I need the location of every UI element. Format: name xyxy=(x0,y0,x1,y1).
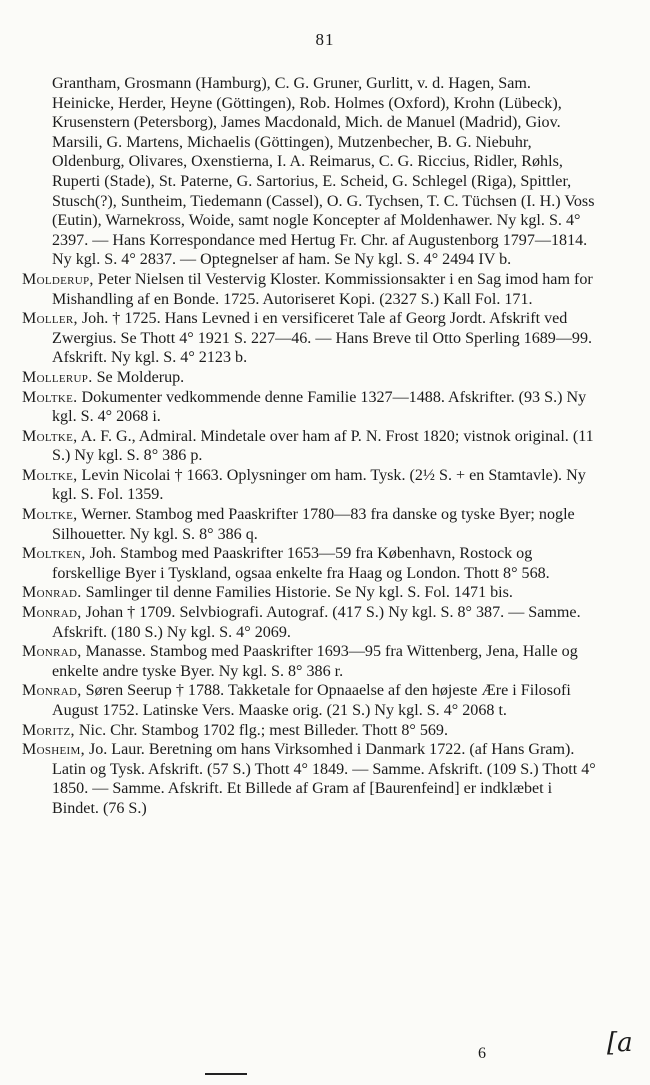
entry-text: A. F. G., Admiral. Mindetale over ham af P. N. Frost 1820; vistnok original. (11 S.) Ny kgl. S. 8° 386 p. xyxy=(52,427,594,465)
margin-note: [a xyxy=(607,1028,633,1058)
entry-head: Monrad, xyxy=(22,682,82,700)
entry-head: Monrad, xyxy=(22,604,82,622)
list-item xyxy=(22,270,596,309)
entry-text: Joh. Stambog med Paaskrifter 1653—59 fra København, Rostock og forskellige Byer i Tyskland, ogsaa enkelte fra Haag og London. Thott 8° 568. xyxy=(52,545,550,582)
entry-text: Johan † 1709. Selvbiografi. Autograf. (417 S.) Ny kgl. S. 8° 387. — Samme. Afskrift. (180 S.) Ny kgl. S. 4° 2069. xyxy=(52,604,581,641)
entry-text: Werner. Stambog med Paaskrifter 1780—83 fra danske og tyske Byer; nogle Silhouetter. Ny kgl. S. 8° 386 q. xyxy=(52,506,575,543)
list-item xyxy=(22,642,596,681)
list-item xyxy=(22,721,596,741)
entry-head: Moritz, xyxy=(22,721,75,739)
entry-text: Manasse. Stambog med Paaskrifter 1693—95 fra Wittenberg, Jena, Halle og enkelte andre tyske Byer. Ny kgl. S. 8° 386 r. xyxy=(52,643,578,680)
entry-head: Monrad, xyxy=(22,643,82,661)
entry-head: Mosheim, xyxy=(22,741,85,759)
list-item xyxy=(22,427,596,466)
list-item xyxy=(22,740,596,818)
entry-text: Levin Nicolai † 1663. Oplysninger om ham. Tysk. (2½ S. + en Stamtavle). Ny kgl. S. Fol. 1359. xyxy=(52,466,586,504)
entry-text: Nic. Chr. Stambog 1702 flg.; mest Billeder. Thott 8° 569. xyxy=(78,721,448,739)
list-item xyxy=(22,603,596,642)
entry-text: Jo. Laur. Beretning om hans Virksomhed i Danmark 1722. (af Hans Gram). Latin og Tysk. Afskrift. (57 S.) Thott 4° 1849. — Samme. Afskrift. (109 S.) Thott 4° 1850. — Samme. Afskrift. Et Billede af Gram af [Baurenfeind] er indklæbet i Bindet. (76 S.) xyxy=(52,741,596,817)
entry-head: Moltke. xyxy=(22,388,78,406)
entry-head: Molderup, xyxy=(22,270,94,288)
entry-text: Samlinger til denne Families Historie. Se Ny kgl. S. Fol. 1471 bis. xyxy=(85,584,513,602)
entry-head: Moltke, xyxy=(22,466,78,484)
list-item xyxy=(22,583,596,603)
underline-mark xyxy=(205,1073,247,1075)
list-item xyxy=(22,681,596,720)
entry-head: Monrad. xyxy=(22,584,82,602)
entry-text: Se Molderup. xyxy=(96,368,185,386)
page-number: 81 xyxy=(315,30,335,49)
list-item xyxy=(22,466,596,505)
signature-number: 6 xyxy=(478,1045,486,1062)
entry-text: Dokumenter vedkommende denne Familie 1327—1488. Afskrifter. (93 S.) Ny kgl. S. 4° 2068 i. xyxy=(52,388,587,426)
list-item xyxy=(22,544,596,583)
entry-head: Moltke, xyxy=(22,427,78,445)
entry-head: Moltken, xyxy=(22,545,86,563)
entry-text: Søren Seerup † 1788. Takketale for Opnaaelse af den højeste Ære i Filosofi August 1752. Latinske Vers. Maaske orig. (21 S.) Ny kgl. S. 4° 2068 t. xyxy=(52,682,571,719)
entry-head: Moltke, xyxy=(22,506,78,524)
entry-head: Mollerup. xyxy=(22,368,93,386)
entry-text: Joh. † 1725. Hans Levned i en versificeret Tale af Georg Jordt. Afskrift ved Zwergius. Se Thott 4° 1921 S. 227—46. — Hans Breve til Otto Sperling 1689—99. Afskrift. Ny kgl. S. 4° 2123 b. xyxy=(52,310,593,367)
entry-head: Moller, xyxy=(22,310,78,328)
entry-text: Peter Nielsen til Vestervig Kloster. Kommissionsakter i en Sag imod ham for Mishandling af en Bonde. 1725. Autoriseret Kopi. (2327 S.) Kall Fol. 171. xyxy=(52,270,593,308)
index-entries xyxy=(22,74,596,819)
list-item xyxy=(22,368,596,388)
list-item xyxy=(22,388,596,427)
list-item xyxy=(22,309,596,368)
entry-text: Grantham, Grosmann (Hamburg), C. G. Gruner, Gurlitt, v. d. Hagen, Sam. Heinicke, Herder, Heyne (Göttingen), Rob. Holmes (Oxford), Krohn (Lübeck), Krusenstern (Petersborg), James Macdonald, Mich. de Manuel (Madrid), Giov. Marsili, G. Martens, Michaelis (Göttingen), Mutzenbecher, B. G. Niebuhr, Oldenburg, Olivares, Oxenstierna, I. A. Reimarus, C. G. Riccius, Ridler, Røhls, Ruperti (Stade), St. Paterne, G. Sartorius, E. Scheid, G. Schlegel (Riga), Spittler, Stusch(?), Suntheim, Tiedemann (Cassel), O. G. Tychsen, T. C. Tüchsen (I. H.) Voss (Eutin), Warnekross, Woide, samt nogle Koncepter af Moldenhawer. Ny kgl. S. 4° 2397. — Hans Korrespondance med Hertug Fr. Chr. af Augustenborg 1797—1814. Ny kgl. S. 4° 2837. — Optegnelser af ham. Se Ny kgl. S. 4° 2494 IV b. xyxy=(52,75,595,269)
list-item xyxy=(52,74,596,270)
list-item xyxy=(22,505,596,544)
